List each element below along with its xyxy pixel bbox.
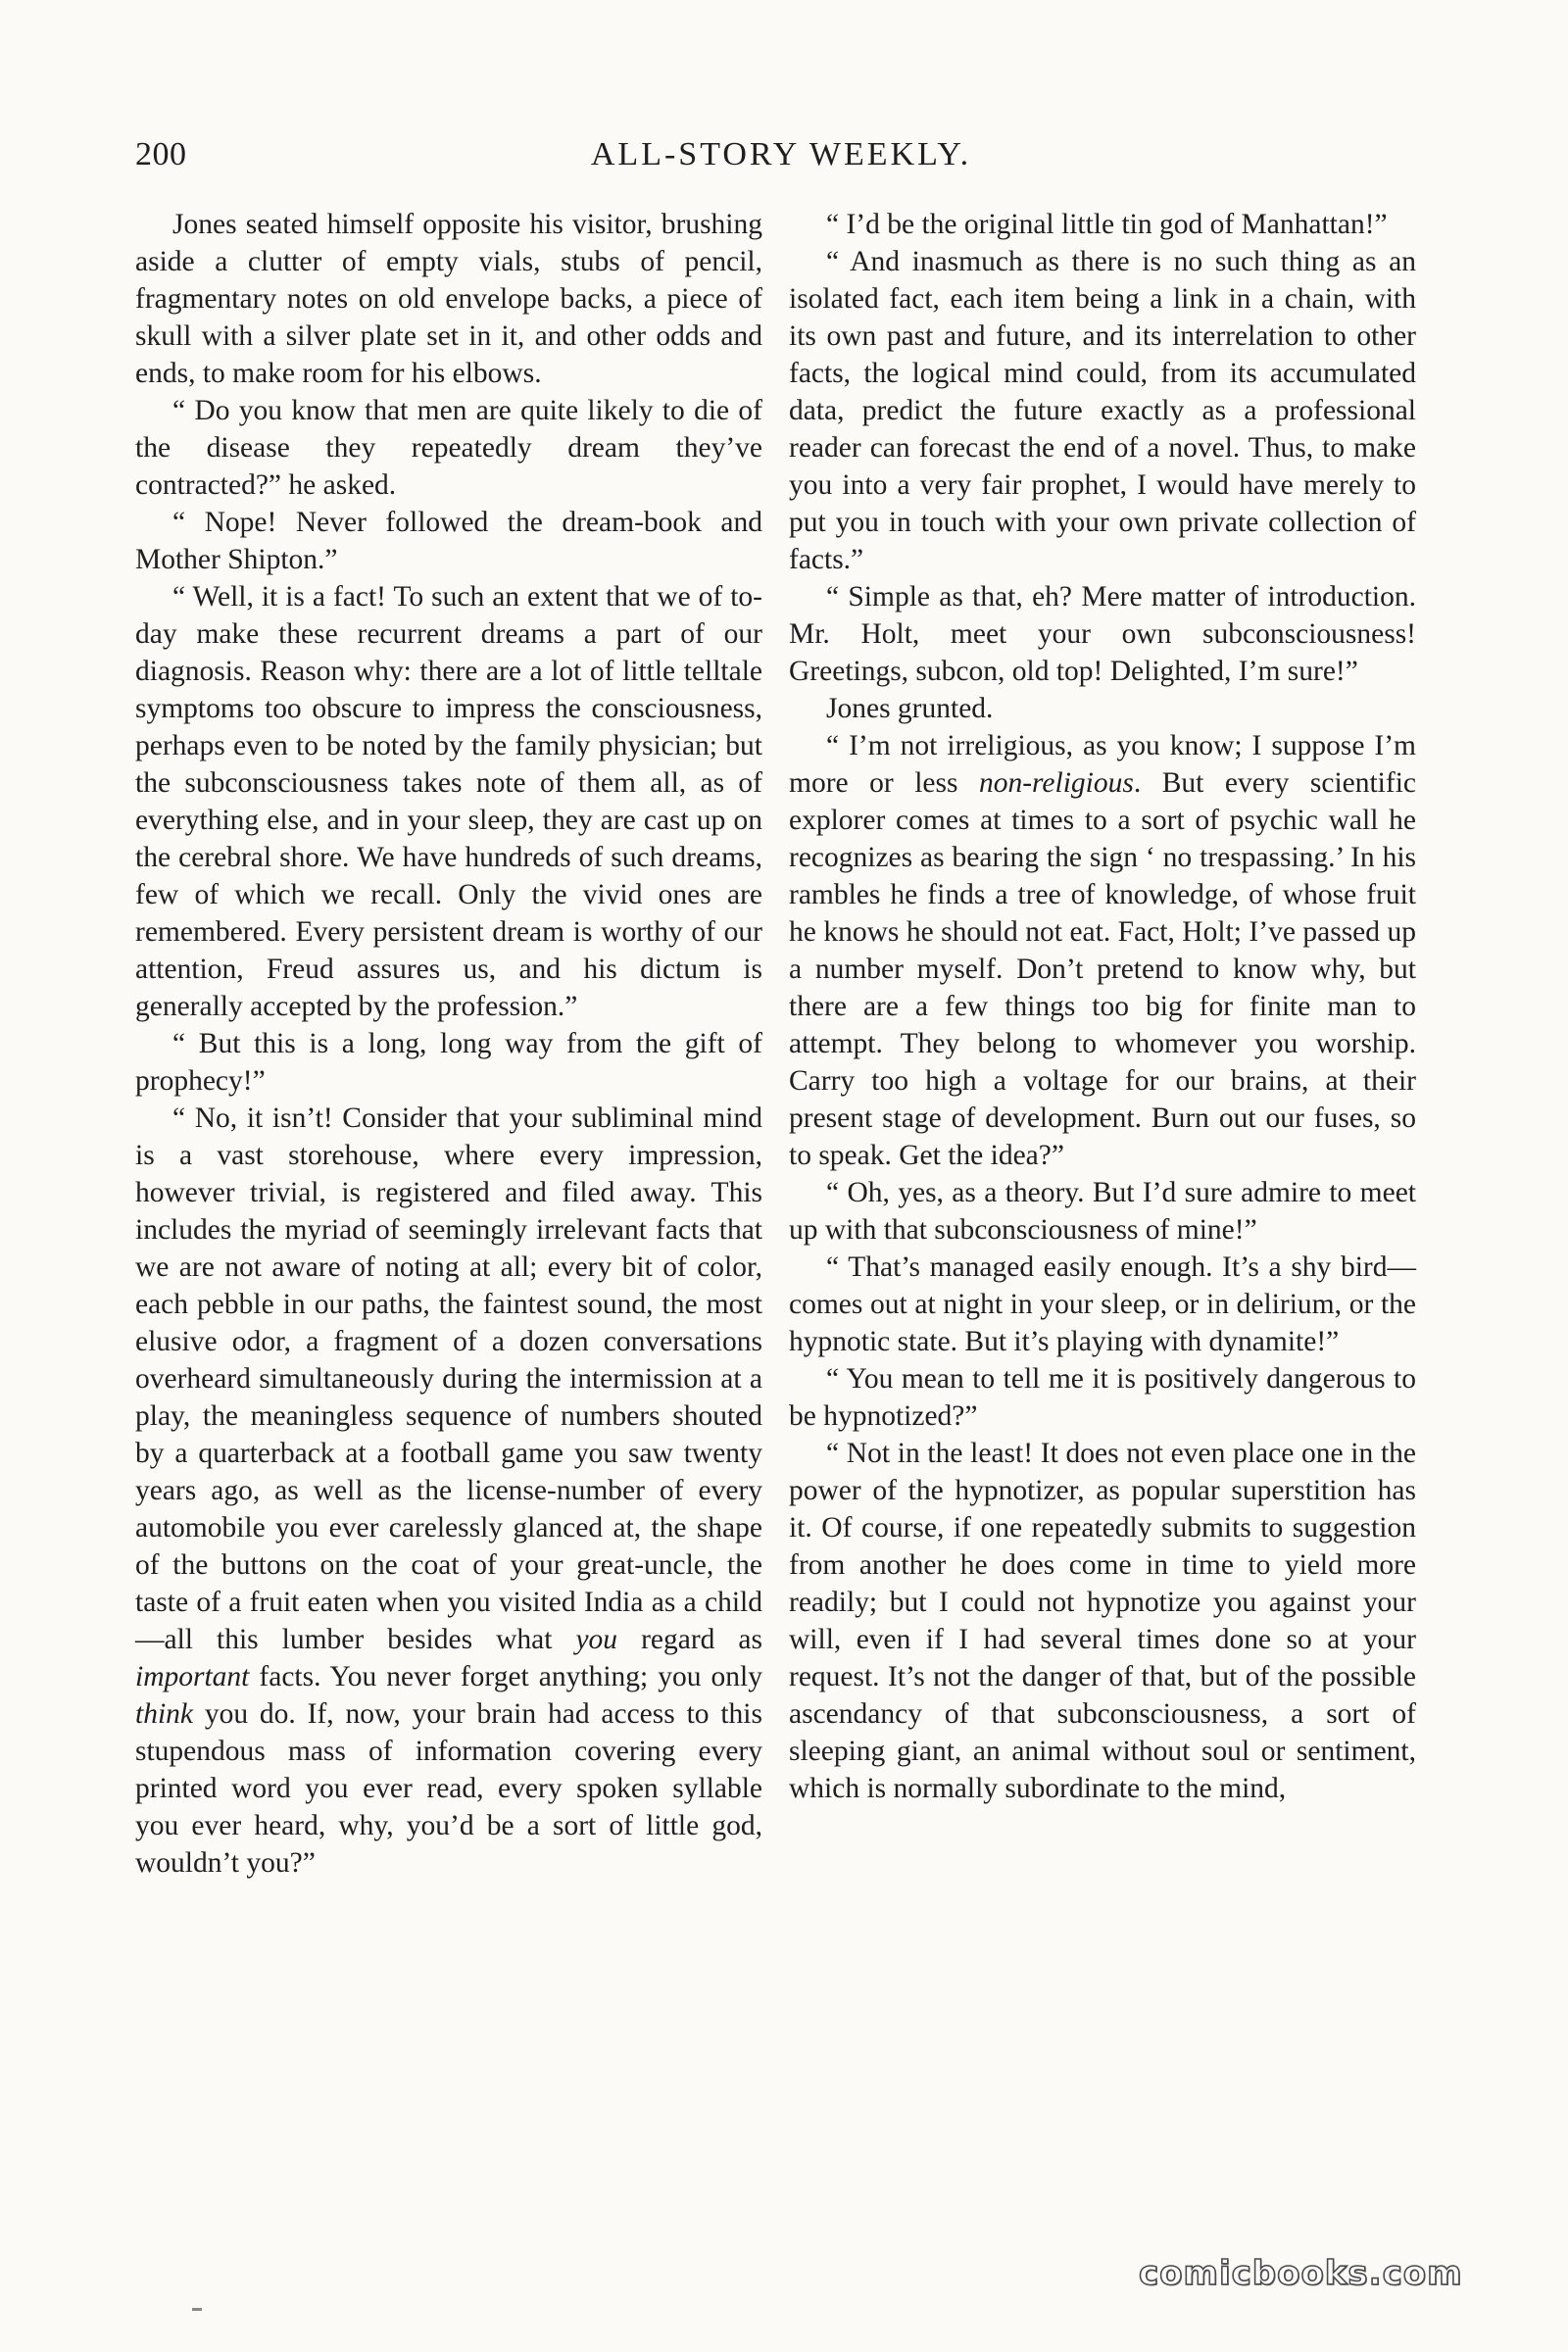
page-header — [135, 135, 1427, 184]
paragraph — [789, 727, 1416, 1174]
paragraph: “ Nope! Never followed the dream-book and Mother Shipton.” — [135, 507, 762, 575]
italic-run: think — [135, 1698, 193, 1730]
paragraph: “ That’s managed easily enough. It’s a shy bird—comes out at night in your sleep, or in delirium, or the hypnotic state. But it’s playing with dynamite!” — [789, 1251, 1416, 1357]
watermark-logo: comicbooks.com — [1139, 2254, 1463, 2293]
left-column — [135, 206, 762, 1882]
text-run: regard as — [617, 1624, 762, 1655]
paragraph: “ Simple as that, eh? Mere matter of introduction. Mr. Holt, meet your own subconsciousness! Greetings, subcon, old top! Delighted, I’m sure!” — [789, 581, 1416, 687]
paragraph: “ Well, it is a fact! To such an extent that we of to-day make these recurrent dreams a part of our diagnosis. Reason why: there are a lot of little telltale symptoms too obscure to impress the consciousness, perhaps even to be noted by the family physician; but the subconsciousness takes note of them all, as of everything else, and in your sleep, they are cast up on the cerebral shore. We have hundreds of such dreams, few of which we recall. Only the vivid ones are remembered. Every persistent dream is worthy of our attention, Freud assures us, and his dictum is generally accepted by the profession.” — [135, 581, 762, 1022]
paragraph: “ Not in the least! It does not even place one in the power of the hypnotizer, as popular superstition has it. Of course, if one repeatedly submits to suggestion from another he does come in time to yield more readily; but I could not hypnotize you against your will, even if I had several times done so at your request. It’s not the danger of that, but of the possible ascendancy of that subconsciousness, a sort of sleeping giant, an animal without soul or sentiment, which is normally subordinate to the mind, — [789, 1438, 1416, 1804]
text-run: . But every scientific explorer comes at times to a sort of psychic wall he recognizes as bearing the sign ‘ no trespassing.’ In his rambles he finds a tree of knowledge, of whose fruit he knows he should not eat. Fact, Holt; I’ve passed up a number myself. Don’t pretend to know why, but there are a few things too big for finite man to attempt. They belong to whomever you worship. Carry too high a voltage for our brains, at their present stage of development. Burn out our fuses, so to speak. Get the idea?” — [789, 767, 1416, 1171]
paragraph: “ Do you know that men are quite likely to die of the disease they repeatedly dream they’ve contracted?” he asked. — [135, 395, 762, 501]
paragraph: “ You mean to tell me it is positively dangerous to be hypnotized?” — [789, 1363, 1416, 1432]
page-number: 200 — [135, 136, 187, 172]
italic-run: you — [575, 1624, 618, 1655]
print-speck — [192, 2308, 202, 2311]
paragraph: “ And inasmuch as there is no such thing as an isolated fact, each item being a link in a chain, with its own past and future, and its interrelation to other facts, the logical mind could, from its accumulated data, predict the future exactly as a professional reader can forecast the end of a novel. Thus, to make you into a very fair prophet, I would have merely to put you in touch with your own private collection of facts.” — [789, 246, 1416, 575]
right-column — [789, 206, 1416, 1807]
text-run: “ I’m not irreligious, as you know; I suppose I’m more or less — [789, 730, 1416, 799]
paragraph: “ Oh, yes, as a theory. But I’d sure admire to meet up with that subconsciousness of mine!” — [789, 1177, 1416, 1246]
paragraph: “ But this is a long, long way from the gift of prophecy!” — [135, 1028, 762, 1097]
text-run: “ No, it isn’t! Consider that your subliminal mind is a vast storehouse, where every impression, however trivial, is registered and filed away. This includes the myriad of seemingly irrelevant facts that we are not aware of noting at all; every bit of color, each pebble in our paths, the faintest sound, the most elusive odor, a fragment of a dozen conversations overheard simultaneously during the intermission at a play, the meaningless sequence of numbers shouted by a quarterback at a football game you saw twenty years ago, as well as the license-number of every automobile you ever carelessly glanced at, the shape of the buttons on the coat of your great-uncle, the taste of a fruit eaten when you visited India as a child—all this lumber besides what — [135, 1102, 762, 1655]
italic-run: important — [135, 1661, 250, 1692]
running-head: ALL-STORY WEEKLY. — [590, 136, 972, 172]
italic-run: non-religious — [978, 767, 1134, 799]
paragraph — [135, 1100, 762, 1882]
paragraph: Jones seated himself opposite his visitor, brushing aside a clutter of empty vials, stubs of pencil, fragmentary notes on old envelope backs, a piece of skull with a silver plate set in it, and other odds and ends, to make room for his elbows. — [135, 209, 762, 389]
text-run: you do. If, now, your brain had access to this stupendous mass of information covering every printed word you ever read, every spoken syllable you ever heard, why, you’d be a sort of little god, wouldn’t you?” — [135, 1698, 762, 1879]
paragraph: Jones grunted. — [826, 693, 994, 724]
paragraph: “ I’d be the original little tin god of Manhattan!” — [826, 209, 1388, 240]
text-run: facts. You never forget anything; you only — [249, 1661, 762, 1692]
